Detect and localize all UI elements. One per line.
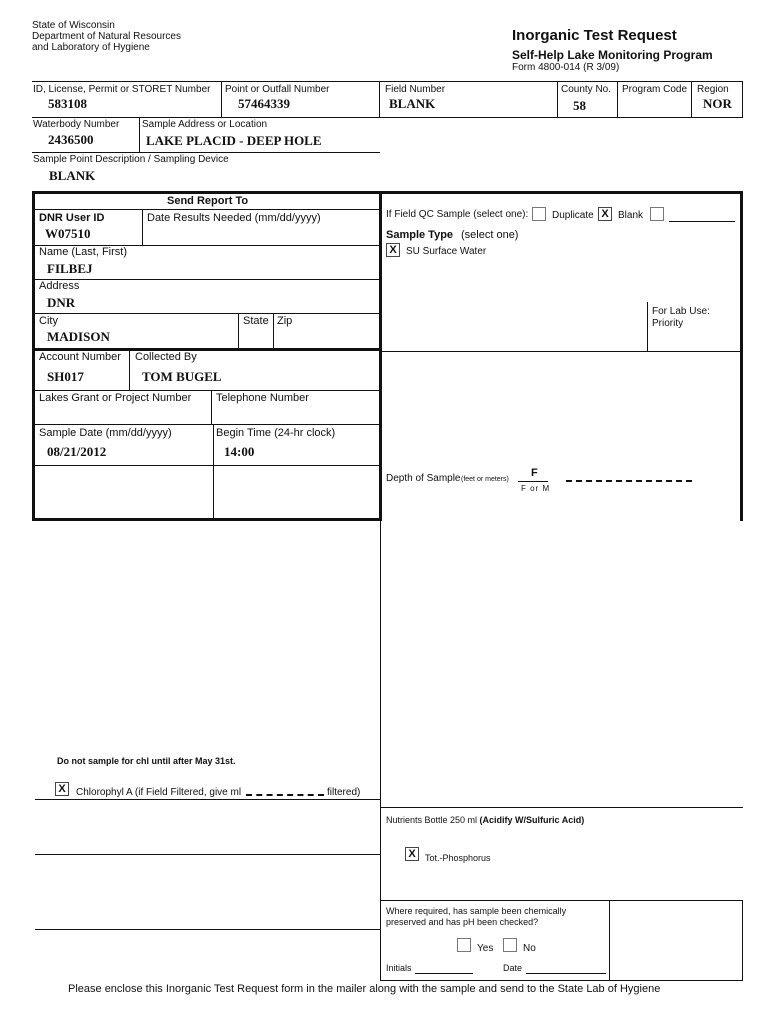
row1-divider-c xyxy=(557,81,558,117)
phosphorus-label: Tot.-Phosphorus xyxy=(425,853,491,863)
collection-divider xyxy=(129,351,130,391)
nutrients-label-plain: Nutrients Bottle 250 ml xyxy=(386,815,480,825)
dnr-box-top xyxy=(35,209,379,210)
agency-line-1: State of Wisconsin xyxy=(32,20,115,31)
field-number-value[interactable]: BLANK xyxy=(389,96,436,111)
outfall-value[interactable]: 57464339 xyxy=(238,96,290,111)
address-label: Address xyxy=(39,280,80,292)
phosphorus-checkbox[interactable]: X xyxy=(405,847,419,861)
lab-use-label: For Lab Use: xyxy=(652,306,710,317)
initials-line[interactable] xyxy=(415,973,473,974)
depth-value-blanks[interactable] xyxy=(566,470,692,482)
collected-by-label: Collected By xyxy=(135,351,197,363)
chlorophyll-label-post: filtered) xyxy=(327,787,361,798)
collected-by-value[interactable]: TOM BUGEL xyxy=(142,369,222,384)
region-value[interactable]: NOR xyxy=(703,96,732,111)
send-report-header: Send Report To xyxy=(167,195,249,207)
left-rule-1 xyxy=(35,854,381,855)
phone-label: Telephone Number xyxy=(216,392,309,404)
chlorophyll-label: Chlorophyl A (if Field Filtered, give ml xyxy=(76,787,242,798)
sample-address-value[interactable]: LAKE PLACID - DEEP HOLE xyxy=(146,133,322,148)
row2-divider xyxy=(139,117,140,152)
dnr-box-divider xyxy=(142,209,143,245)
city-divider-a xyxy=(238,313,239,348)
row1-divider-b xyxy=(379,81,380,117)
agency-line-3: and Laboratory of Hygiene xyxy=(32,42,150,53)
depth-units: (feet or meters) xyxy=(461,476,509,483)
form-title: Inorganic Test Request xyxy=(512,27,677,44)
bottom-rule xyxy=(380,980,743,981)
sample-point-label: Sample Point Description / Sampling Device xyxy=(33,154,229,165)
qc-duplicate-checkbox[interactable] xyxy=(532,207,546,221)
state-label: State xyxy=(243,315,269,327)
sample-type-surface-water-checkbox[interactable]: X xyxy=(386,243,400,257)
name-value[interactable]: FILBEJ xyxy=(47,261,93,276)
nutrients-label xyxy=(386,815,584,826)
account-value[interactable]: SH017 xyxy=(47,369,84,384)
lab-use-priority: Priority xyxy=(652,318,684,329)
chlorophyll-checkbox[interactable]: X xyxy=(55,782,69,796)
waterbody-label: Waterbody Number xyxy=(33,119,120,130)
field-number-label: Field Number xyxy=(385,84,446,95)
begin-time-label: Begin Time (24-hr clock) xyxy=(216,427,336,439)
qc-label: If Field QC Sample (select one): xyxy=(386,209,529,220)
lower-cells-top xyxy=(35,465,379,466)
preserved-yes-checkbox[interactable] xyxy=(457,938,471,952)
city-divider-b xyxy=(273,313,274,348)
city-top xyxy=(35,313,379,314)
date-needed-label: Date Results Needed (mm/dd/yyyy) xyxy=(147,212,321,224)
lab-use-left-border xyxy=(647,302,648,352)
qc-duplicate-label: Duplicate xyxy=(552,210,594,221)
qc-blank-checkbox[interactable]: X xyxy=(598,207,612,221)
waterbody-value[interactable]: 2436500 xyxy=(48,132,94,147)
row1-top-border xyxy=(32,81,743,82)
main-box-bottom xyxy=(32,518,382,521)
sample-date-label: Sample Date (mm/dd/yyyy) xyxy=(39,427,172,439)
depth-label: Depth of Sample xyxy=(386,473,461,484)
sample-type-surface-water-label: SU Surface Water xyxy=(406,246,487,257)
nutrients-top xyxy=(380,807,743,808)
initials-label: Initials xyxy=(386,963,412,973)
qc-other-checkbox[interactable] xyxy=(650,207,664,221)
depth-unit-value[interactable]: F xyxy=(531,467,538,479)
nutrients-label-bold: (Acidify W/Sulfuric Acid) xyxy=(479,815,585,825)
preserved-no-checkbox[interactable] xyxy=(503,938,517,952)
depth-unit-line xyxy=(518,481,548,482)
agency-line-2: Department of Natural Resources xyxy=(32,31,181,42)
left-rule-2 xyxy=(35,929,381,930)
grant-label: Lakes Grant or Project Number xyxy=(39,392,192,404)
account-label: Account Number xyxy=(39,351,121,363)
preserved-top xyxy=(380,900,743,901)
date-label: Date xyxy=(503,963,523,973)
county-label: County No. xyxy=(561,84,612,95)
chlorophyll-underline xyxy=(35,799,381,800)
date-line[interactable] xyxy=(526,973,606,974)
footer-text: Please enclose this Inorganic Test Request form in the mailer along with the sample and send to the State Lab of Hygiene xyxy=(68,983,661,995)
row1-divider-e xyxy=(691,81,692,117)
outfall-label: Point or Outfall Number xyxy=(225,84,330,95)
row2-right-border xyxy=(742,81,743,117)
row1-divider-a xyxy=(221,81,222,117)
county-value[interactable]: 58 xyxy=(573,98,586,113)
chlorophyll-ml-blanks[interactable] xyxy=(246,784,324,796)
sample-point-value[interactable]: BLANK xyxy=(49,168,96,183)
grant-divider xyxy=(211,390,212,425)
preserved-no-label: No xyxy=(523,943,536,954)
preserved-right-border xyxy=(742,900,743,981)
date-top xyxy=(35,424,379,425)
sample-type-hint: (select one) xyxy=(461,229,519,241)
form-number: Form 4800-014 (R 3/09) xyxy=(512,62,620,73)
id-value[interactable]: 583108 xyxy=(48,96,87,111)
main-divider xyxy=(379,191,382,521)
name-label: Name (Last, First) xyxy=(39,246,128,258)
chlorophyll-note: Do not sample for chl until after May 31st. xyxy=(57,756,236,766)
preserved-divider xyxy=(609,900,610,981)
form-subtitle: Self-Help Lake Monitoring Program xyxy=(512,48,713,62)
program-code-label: Program Code xyxy=(622,84,688,95)
sample-date-value[interactable]: 08/21/2012 xyxy=(47,444,107,459)
center-divider-lower xyxy=(380,521,381,981)
zip-label: Zip xyxy=(277,315,293,327)
city-label: City xyxy=(39,315,58,327)
address-value[interactable]: DNR xyxy=(47,295,76,310)
grant-top xyxy=(35,390,379,391)
row2-bottom-border xyxy=(32,152,380,153)
city-value[interactable]: MADISON xyxy=(47,329,110,344)
qc-blank-label: Blank xyxy=(618,210,644,221)
preserved-question-2: preserved and has pH been checked? xyxy=(386,917,539,927)
agency-block xyxy=(32,20,181,53)
id-label: ID, License, Permit or STORET Number xyxy=(33,84,211,95)
sample-type-label: Sample Type xyxy=(386,229,454,241)
region-label: Region xyxy=(697,84,729,95)
right-box-bottom xyxy=(381,351,743,352)
sample-address-label: Sample Address or Location xyxy=(142,119,268,130)
begin-time-value[interactable]: 14:00 xyxy=(224,444,255,459)
dnr-user-value[interactable]: W07510 xyxy=(45,226,91,241)
dnr-user-label: DNR User ID xyxy=(39,212,105,224)
depth-unit-choices: F or M xyxy=(521,484,551,493)
date-divider xyxy=(213,424,214,518)
row1-divider-d xyxy=(617,81,618,117)
preserved-yes-label: Yes xyxy=(477,943,494,954)
qc-other-line xyxy=(669,221,735,222)
preserved-question-1: Where required, has sample been chemically xyxy=(386,906,567,916)
address-top xyxy=(35,279,379,280)
